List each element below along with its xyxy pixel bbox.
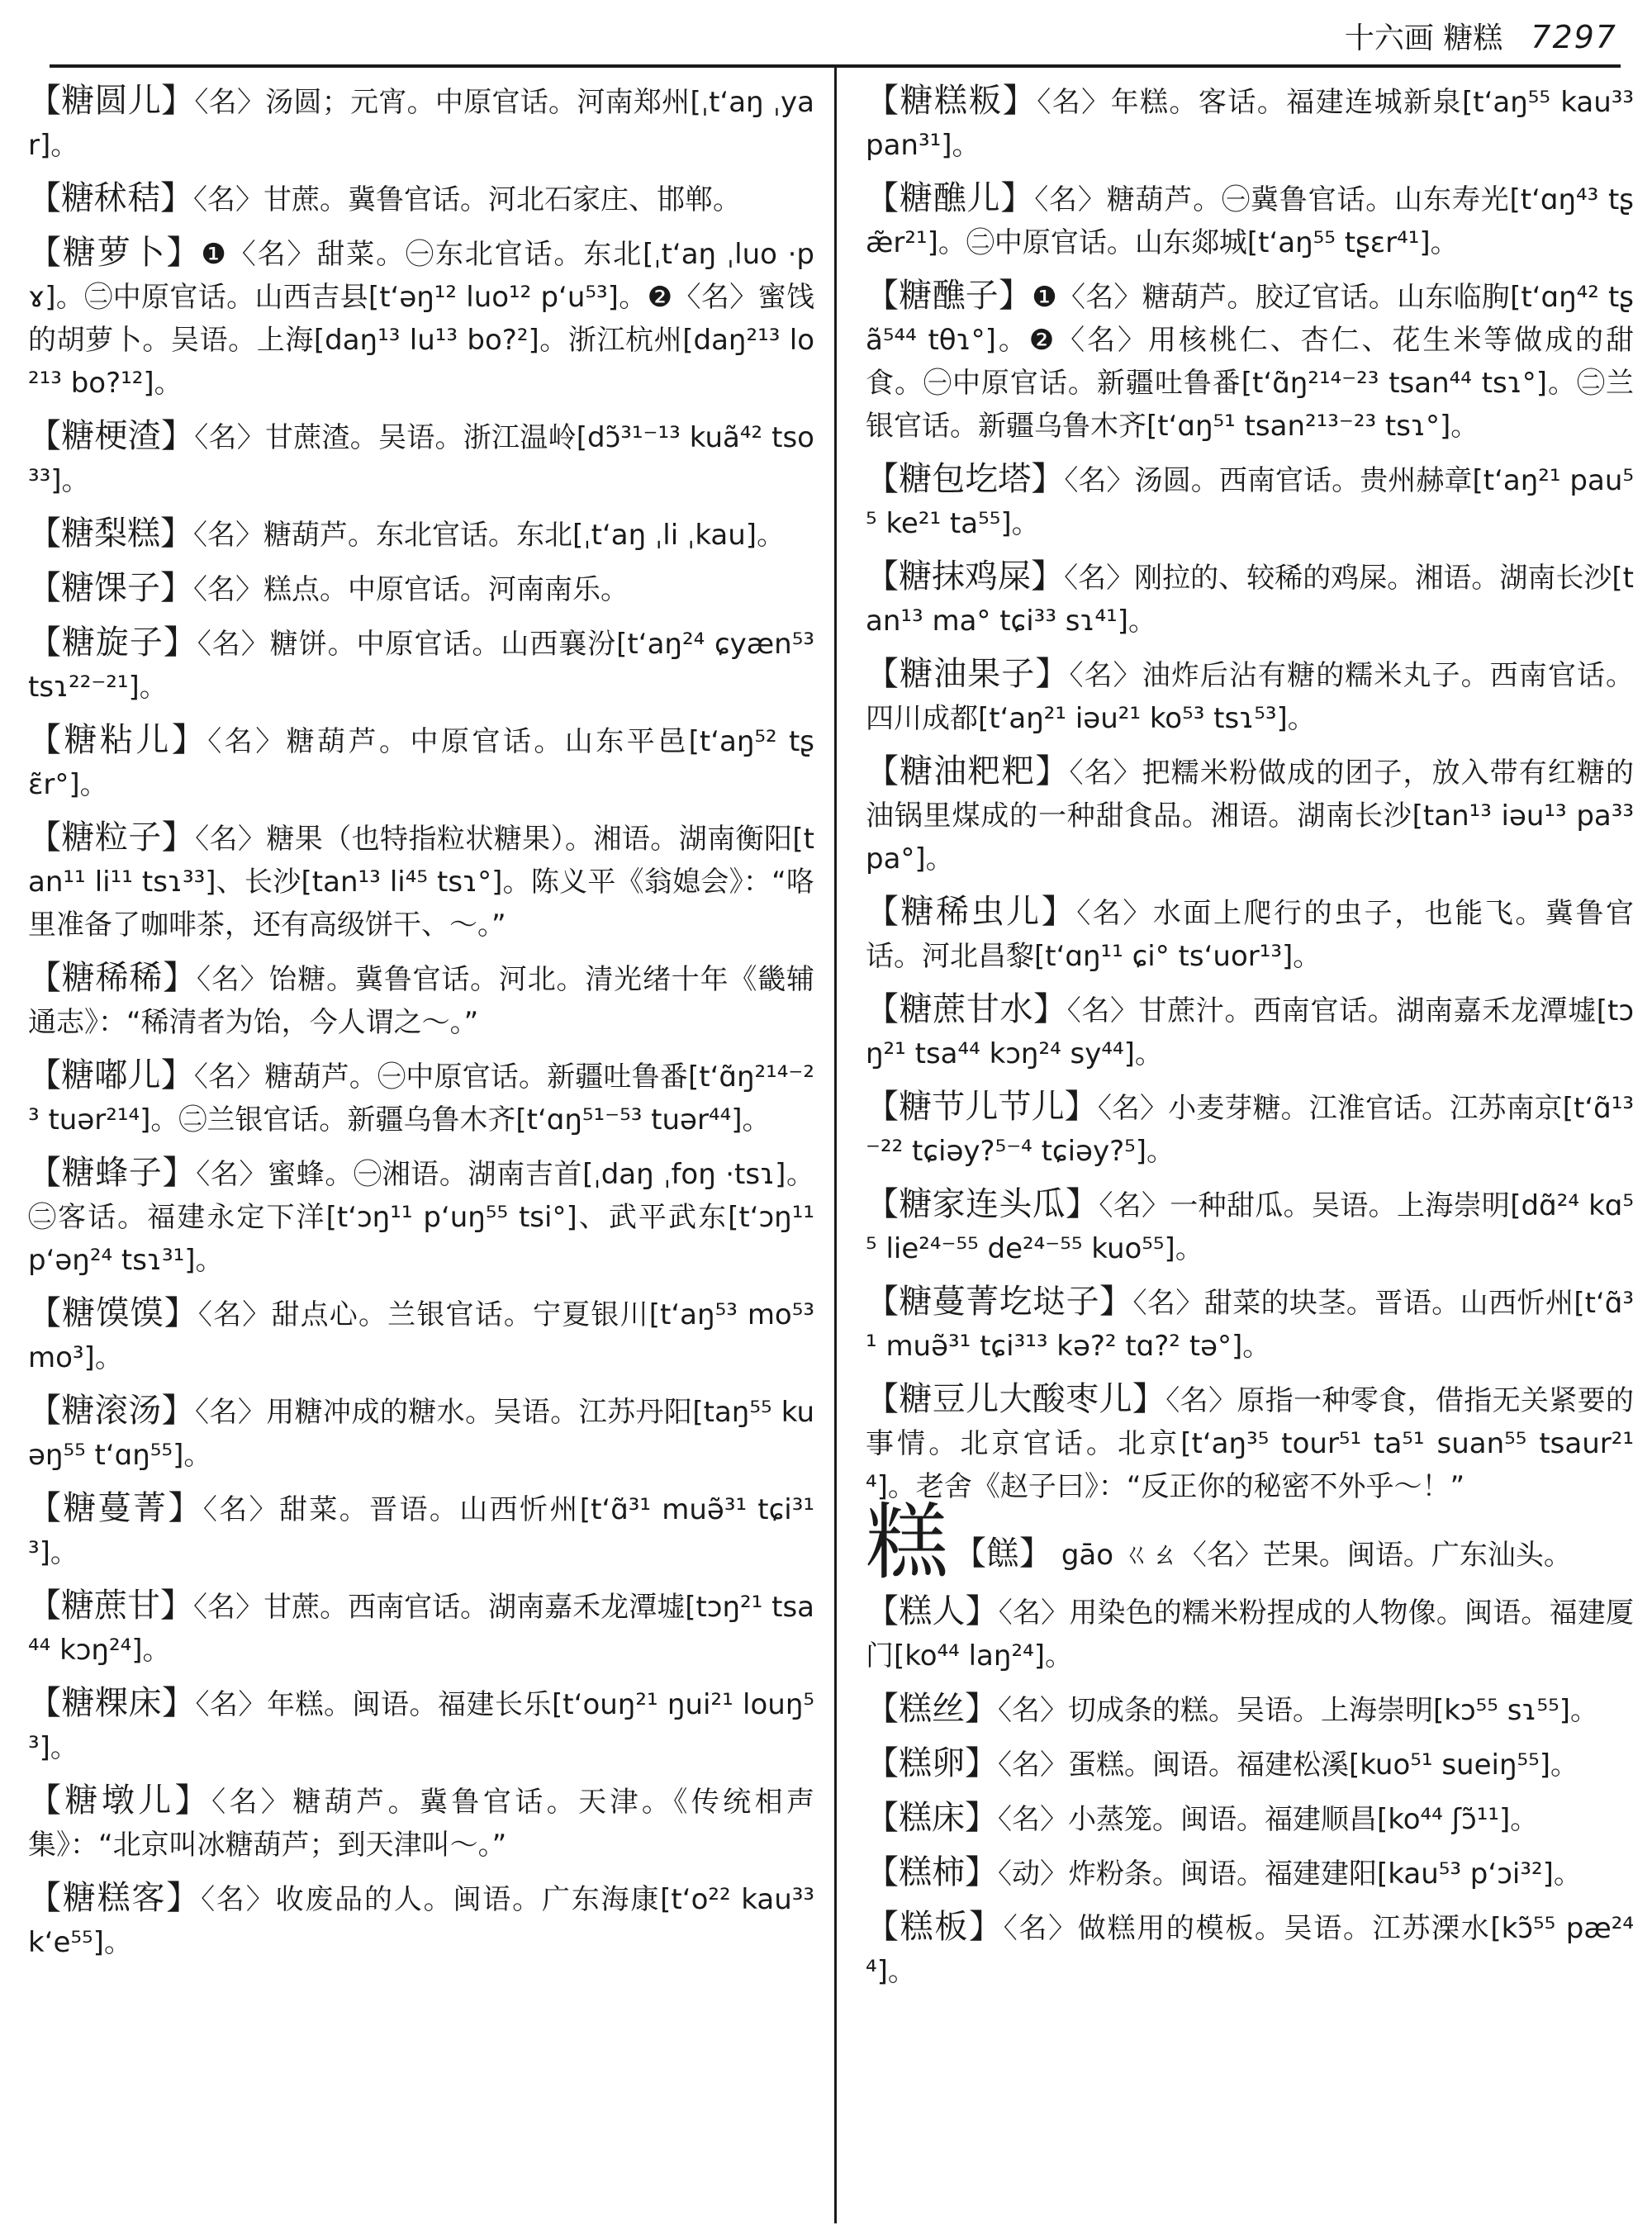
entry-definition: 〈名〉一种甜瓜。吴语。上海崇明[dɑ̃²⁴ kɑ⁵⁵ lie²⁴⁻⁵⁵ de²⁴⁻⁵⁵ kuo⁵⁵]。 (866, 1189, 1634, 1265)
entry-definition: ❶〈名〉糖葫芦。胶辽官话。山东临朐[t‘ɑŋ⁴² tʂã⁵⁴⁴ tθɿ°]。❷〈名〉用核桃仁、杏仁、花生米等做成的甜食。㊀中原官话。新疆吐鲁番[t‘ɑ̃ŋ²¹⁴⁻²³ tsan⁴⁴ tsɿ°]。㊁兰银官话。新疆乌鲁木齐[t‘ɑŋ⁵¹ tsan²¹³⁻²³ tsɿ°]。 (866, 281, 1634, 443)
dictionary-entry (28, 1292, 814, 1379)
entry-definition: 〈名〉糖葫芦。㊀冀鲁官话。山东寿光[t‘ɑŋ⁴³ tʂæ̃r²¹]。㊁中原官话。山东郯城[t‘aŋ⁵⁵ tʂɛr⁴¹]。 (866, 183, 1635, 259)
dictionary-entry (28, 621, 814, 709)
left-column (28, 79, 814, 1974)
entry-definition: 〈名〉用染色的糯米粉捏成的人物像。闽语。福建厦门[ko⁴⁴ laŋ²⁴]。 (866, 1597, 1635, 1672)
dictionary-entry (866, 890, 1634, 978)
entry-definition: 〈名〉油炸后沾有糖的糯米丸子。西南官话。四川成都[t‘aŋ²¹ iəu²¹ ko⁵³ tsɿ⁵³]。 (866, 659, 1635, 735)
entry-definition: 〈名〉糖果（也特指粒状糖果）。湘语。湖南衡阳[tan¹¹ li¹¹ tsɿ³³]、长沙[tan¹³ li⁴⁵ tsɿ°]。陈义平《翁媳会》：“咯里准备了咖啡茶，还有高级饼干、～。” (28, 823, 814, 942)
dictionary-entry (28, 79, 814, 167)
entry-headword: 【糖萝卜】 (28, 234, 202, 272)
entry-headword: 【糖馍馍】 (28, 1294, 198, 1332)
dictionary-entry (866, 750, 1634, 880)
entry-definition: ❶〈名〉甜菜。㊀东北官话。东北[ˌt‘aŋ ˌluo ·pɤ]。㊁中原官话。山西吉县[t‘əŋ¹² luo¹² p‘u⁵³]。❷〈名〉蜜饯的胡萝卜。吴语。上海[daŋ¹³ lu¹³ bo?²]。浙江杭州[daŋ²¹³ lo²¹³ bo?¹²]。 (28, 238, 814, 400)
right-column (866, 79, 1634, 2003)
dictionary-entry (28, 177, 814, 221)
dictionary-entry (28, 816, 814, 947)
entry-definition: 〈名〉糖葫芦。㊀中原官话。新疆吐鲁番[t‘ɑ̃ŋ²¹⁴⁻²³ tuər²¹⁴]。㊁兰银官话。新疆乌鲁木齐[t‘ɑŋ⁵¹⁻⁵³ tuər⁴⁴]。 (28, 1060, 815, 1136)
dictionary-entry (28, 1054, 814, 1141)
dictionary-entry (28, 719, 814, 806)
dictionary-entry (866, 555, 1634, 643)
entry-headword: 【糖稀虫儿】 (866, 893, 1077, 931)
entry-definition: 〈名〉做糕用的模板。吴语。江苏溧水[kɔ̃⁵⁵ pæ²⁴⁴]。 (866, 1912, 1634, 1988)
entry-definition: 〈名〉把糯米粉做成的团子，放入带有红糖的油锅里煤成的一种甜食品。湘语。湖南长沙[tan¹³ iəu¹³ pa³³ pa°]。 (866, 757, 1635, 875)
dictionary-entry (28, 1779, 814, 1867)
entry-definition: 〈名〉汤圆。西南官话。贵州赫章[t‘aŋ²¹ pau⁵⁵ ke²¹ ta⁵⁵]。 (866, 464, 1634, 540)
dictionary-entry (28, 1151, 814, 1282)
dictionary-entry (866, 1280, 1634, 1368)
entry-headword: 【糕柿】 (866, 1853, 998, 1891)
entry-headword: 【糖豆儿大酸枣儿】 (866, 1380, 1166, 1418)
head-character: 糕 (866, 1494, 948, 1591)
entry-definition: 〈名〉年糕。客话。福建连城新泉[t‘aŋ⁵⁵ kau³³ pan³¹]。 (866, 86, 1635, 162)
entry-headword: 【糖蜂子】 (28, 1154, 197, 1192)
section-title: 十六画 糖糕 (1344, 21, 1503, 55)
entry-headword: 【糕床】 (866, 1799, 998, 1837)
entry-definition: 〈名〉糖葫芦。冀鲁官话。天津。《传统相声集》：“北京叫冰糖葫芦；到天津叫～。” (28, 1786, 815, 1862)
entry-definition: 〈名〉小麦芽糖。江淮官话。江苏南京[t‘ɑ̃¹³⁻²² tɕiəy?⁵⁻⁴ tɕiəy?⁵]。 (866, 1092, 1635, 1168)
page-header (0, 15, 1626, 58)
dictionary-entry (866, 1851, 1634, 1896)
entry-definition: 〈名〉切成条的糕。吴语。上海崇明[kɔ⁵⁵ sɿ⁵⁵]。 (998, 1694, 1598, 1727)
dictionary-entry (866, 1796, 1634, 1841)
dictionary-entry (866, 988, 1634, 1075)
character-heading (866, 1494, 1634, 1591)
entry-headword: 【糖糕客】 (28, 1879, 202, 1917)
entry-headword: 【糖梗渣】 (28, 417, 195, 455)
entry-headword: 【糖蔓菁】 (28, 1489, 203, 1527)
dictionary-entry (866, 79, 1634, 167)
entry-headword: 【糖粒子】 (28, 818, 196, 856)
dictionary-entry (28, 1487, 814, 1574)
entry-definition: 〈名〉刚拉的、较稀的鸡屎。湘语。湖南长沙[tan¹³ ma° tɕi³³ sɿ⁴¹]。 (866, 562, 1634, 638)
entry-headword: 【糖粿床】 (28, 1684, 196, 1722)
entry-definition: 〈名〉用糖冲成的糖水。吴语。江苏丹阳[taŋ⁵⁵ kuəŋ⁵⁵ t‘ɑŋ⁵⁵]。 (28, 1396, 814, 1472)
entry-headword: 【糖圆儿】 (28, 82, 195, 120)
entry-definition: 〈名〉蜜蜂。㊀湘语。湖南吉首[ˌdaŋ ˌfoŋ ·tsɿ]。㊁客话。福建永定下洋[t‘ɔŋ¹¹ p‘uŋ⁵⁵ tsi°]、武平武东[t‘ɔŋ¹¹ p‘əŋ²⁴ tsɿ³¹]。 (28, 1158, 814, 1277)
entry-definition: 〈名〉饴糖。冀鲁官话。河北。清光绪十年《畿辅通志》：“稀清者为饴，今人谓之～。” (28, 963, 815, 1039)
entry-headword: 【糕丝】 (866, 1690, 998, 1728)
entry-headword: 【糖家连头瓜】 (866, 1185, 1099, 1223)
entry-definition: 〈名〉甘蔗。西南官话。湖南嘉禾龙潭墟[tɔŋ²¹ tsa⁴⁴ kɔŋ²⁴]。 (28, 1591, 814, 1667)
dictionary-entry (866, 1378, 1634, 1508)
entry-headword: 【糖油果子】 (866, 655, 1070, 693)
dictionary-entry (866, 458, 1634, 545)
entry-definition: 〈动〉炸粉条。闽语。福建建阳[kau⁵³ p‘ɔi³²]。 (998, 1858, 1582, 1891)
entry-headword: 【糖节儿节儿】 (866, 1088, 1098, 1126)
dictionary-entry (866, 1085, 1634, 1173)
entry-headword: 【糖旋子】 (28, 624, 197, 662)
entry-headword: 【糖嘟儿】 (28, 1056, 194, 1094)
dictionary-entry (866, 1183, 1634, 1270)
entry-definition: 〈名〉糖葫芦。中原官话。山东平邑[t‘aŋ⁵² tʂɛ̃r°]。 (28, 725, 814, 801)
entry-definition: 〈名〉小蒸笼。闽语。福建顺昌[ko⁴⁴ ʃɔ̃¹¹]。 (998, 1803, 1539, 1836)
entry-definition: 〈名〉原指一种零食，借指无关紧要的事情。北京官话。北京[t‘aŋ³⁵ tour⁵¹ ta⁵¹ suan⁵⁵ tsaur²¹⁴]。老舍《赵子曰》：“反正你的秘密不外乎～！” (866, 1384, 1635, 1503)
dictionary-entry (866, 1905, 1634, 1993)
dictionary-entry (28, 1682, 814, 1769)
dictionary-entry (28, 512, 814, 557)
entry-definition: 〈名〉汤圆；元宵。中原官话。河南郑州[ˌt‘aŋ ˌyar]。 (28, 86, 814, 162)
entry-definition: 〈名〉甜点心。兰银官话。宁夏银川[t‘aŋ⁵³ mo⁵³ mo³]。 (28, 1298, 814, 1374)
dictionary-entry (28, 415, 814, 502)
entry-definition: 〈名〉水面上爬行的虫子，也能飞。冀鲁官话。河北昌黎[t‘ɑŋ¹¹ ɕi° ts‘uor¹³]。 (866, 897, 1634, 973)
entry-headword: 【糖蔗甘】 (28, 1587, 194, 1625)
dictionary-entry (866, 1742, 1634, 1786)
dictionary-entry (28, 1877, 814, 1964)
entry-headword: 【糕板】 (866, 1908, 1004, 1946)
entry-definition: 〈名〉糖饼。中原官话。山西襄汾[t‘aŋ²⁴ ɕyæn⁵³ tsɿ²²⁻²¹]。 (28, 628, 814, 704)
column-divider (834, 68, 837, 2223)
entry-headword: 【糖包圪塔】 (866, 460, 1065, 498)
entry-definition: 〈名〉甘蔗渣。吴语。浙江温岭[dɔ̃³¹⁻¹³ kuã⁴² tso³³]。 (28, 421, 814, 497)
dictionary-entry (866, 177, 1634, 264)
dictionary-entry (28, 956, 814, 1044)
entry-headword: 【糖秫秸】 (28, 179, 193, 217)
entry-headword: 【糖醮儿】 (866, 179, 1035, 217)
entry-definition: 〈名〉甜菜的块茎。晋语。山西忻州[t‘ɑ̃³¹ muə̃³¹ tɕi³¹³ kə?² tɑ?² tə°]。 (866, 1287, 1634, 1363)
dictionary-entry (28, 231, 814, 405)
entry-headword: 【糖墩儿】 (28, 1782, 212, 1820)
page-number: 7297 (1531, 19, 1617, 55)
entry-headword: 【糖糕粄】 (866, 82, 1037, 120)
entry-headword: 【糖抹鸡屎】 (866, 558, 1065, 595)
entry-headword: 【糖蔗甘水】 (866, 990, 1067, 1028)
entry-headword: 【糖稀稀】 (28, 959, 197, 997)
entry-definition: 〈名〉甜菜。晋语。山西忻州[t‘ɑ̃³¹ muə̃³¹ tɕi³¹³]。 (28, 1493, 814, 1569)
entry-definition: 〈名〉糖葫芦。东北官话。东北[ˌt‘aŋ ˌli ˌkau]。 (193, 519, 786, 552)
dictionary-entry (28, 567, 814, 611)
dictionary-entry (28, 1584, 814, 1672)
entry-headword: 【糖滚汤】 (28, 1392, 196, 1430)
head-definition: gāo ㄍㄠ〈名〉芒果。闽语。广东汕头。 (1061, 1539, 1572, 1572)
entry-definition: 〈名〉年糕。闽语。福建长乐[t‘ouŋ²¹ ŋui²¹ louŋ⁵³]。 (28, 1688, 814, 1764)
entry-headword: 【糕人】 (866, 1592, 999, 1630)
dictionary-entry (866, 1687, 1634, 1732)
entry-definition: 〈名〉甘蔗汁。西南官话。湖南嘉禾龙潭墟[tɔŋ²¹ tsa⁴⁴ kɔŋ²⁴ sy⁴⁴]。 (866, 994, 1634, 1070)
entry-headword: 【糖粘儿】 (28, 721, 208, 759)
variant-character: 【餻】 (953, 1535, 1052, 1573)
entry-headword: 【糕卵】 (866, 1744, 998, 1782)
entry-headword: 【糖梨糕】 (28, 515, 193, 553)
entry-definition: 〈名〉蛋糕。闽语。福建松溪[kuo⁵¹ sueiŋ⁵⁵]。 (998, 1748, 1579, 1782)
dictionary-entry (866, 1590, 1634, 1677)
entry-headword: 【糖油粑粑】 (866, 752, 1070, 790)
entry-headword: 【糖蔓菁圪垯子】 (866, 1283, 1133, 1321)
entry-headword: 【糖馃子】 (28, 569, 193, 607)
entry-definition: 〈名〉糕点。中原官话。河南南乐。 (193, 573, 629, 606)
dictionary-entry (866, 652, 1634, 740)
dictionary-entry (866, 274, 1634, 448)
dictionary-entry (28, 1389, 814, 1477)
entry-headword: 【糖醮子】 (866, 277, 1032, 315)
entry-definition: 〈名〉收废品的人。闽语。广东海康[t‘o²² kau³³ k‘e⁵⁵]。 (28, 1883, 814, 1959)
entry-definition: 〈名〉甘蔗。冀鲁官话。河北石家庄、邯郸。 (193, 183, 741, 216)
